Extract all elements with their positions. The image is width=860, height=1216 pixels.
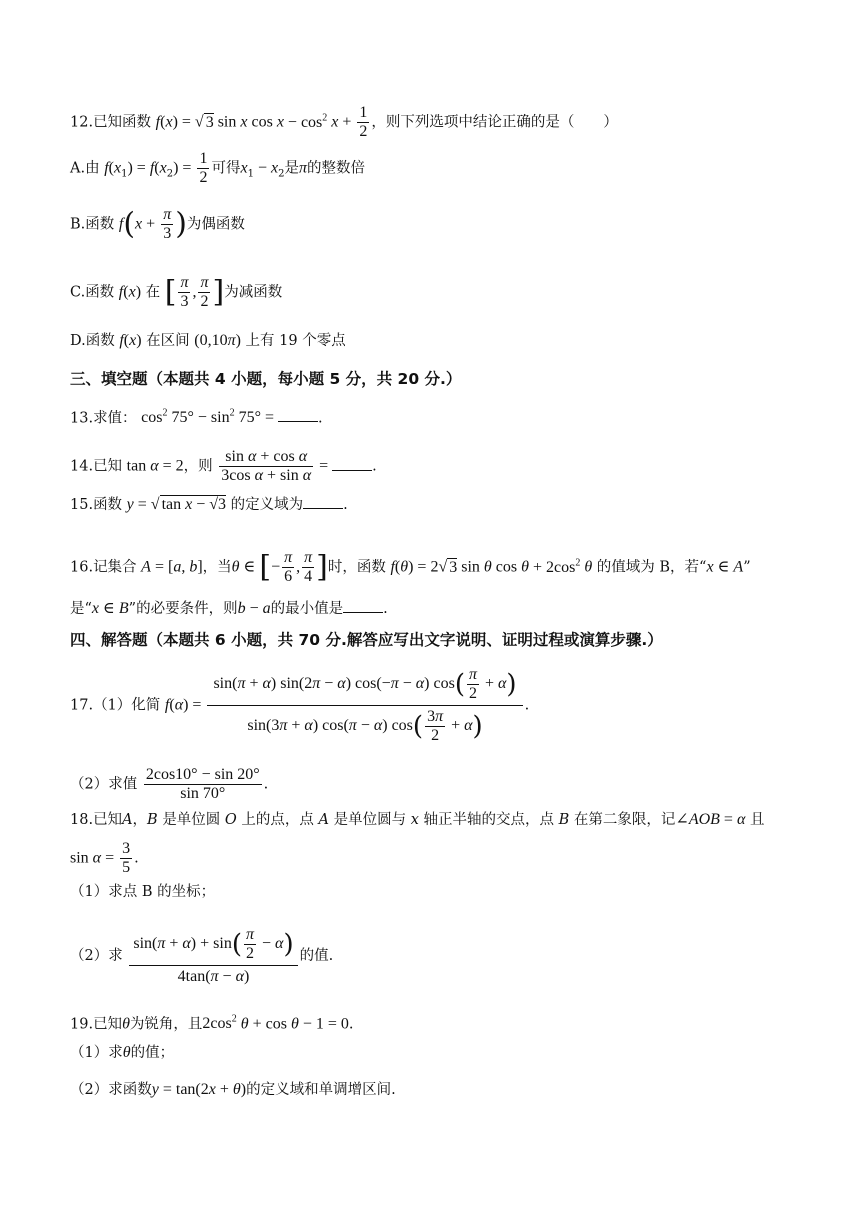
q18-part-2: （2）求 sin(π + α) + sin( $\frac{\pi}{2}$ − α) 4tan(π − α) 的值. [70, 926, 334, 985]
answer-blank [332, 456, 372, 471]
q13: 13.求值： $\cos^2 75^\circ - \sin^2 75^\circ$ = . [70, 408, 323, 427]
section-3-heading: 三、填空题（本题共 4 小题，每小题 5 分，共 20 分.） [70, 370, 462, 388]
q12-question: ，则下列选项中结论正确的是（ ） [371, 114, 618, 131]
q19-part-1: （1）求θ的值； [70, 1044, 175, 1061]
q15: 15.函数 y = √ tan x − √3 的定义域为 . [70, 496, 348, 513]
q14: 14.已知 tan α = 2，则 $\frac{\text{sin α + cos α}}{\text{3cos α + sin α}}$ = . [70, 448, 377, 484]
q12-number: 12. [70, 114, 94, 131]
answer-blank [303, 494, 343, 509]
frac-one-half: $\frac{1}{2}$ [359, 104, 368, 140]
section-4-heading: 四、解答题（本题共 6 小题，共 70 分.解答应写出文字说明、证明过程或演算步骤.） [70, 631, 663, 649]
q18-part-1: （1）求点 B 的坐标； [70, 884, 216, 900]
q19-part-2: （2）求函数y = tan(2x + θ)的定义域和单调增区间. [70, 1081, 396, 1098]
q12-option-a: A.由 $f(x_1) = f(x_2)$ = $\frac{1}{2}$ 可得$x_1 - x_2$是π的整数倍 [70, 150, 365, 186]
answer-blank [278, 407, 318, 422]
q17-part-2: （2）求值 $\frac{2\cos 10^\circ - \sin 20^\circ}{\sin 70^\circ}$ . [70, 766, 269, 802]
q12-stem: 12.已知函数 f(x) = √ 3 sin x $\cos x - \cos^2 x$ + $\frac{1}{2}$ ，则下列选项中结论正确的是（ ） [70, 104, 618, 140]
q19-stem: 19.已知θ为锐角，且$2\cos^2$ θ + cos θ − 1 = 0. [70, 1014, 354, 1033]
q12-text: 已知函数 [93, 114, 152, 131]
q18-sin-alpha: sin α = $\frac{3}{5}$ . [70, 840, 139, 876]
q17-fraction: sin(π + α) sin(2π − α) cos(−π − α) cos( $\frac{\pi}{2}$ + α) sin(3π + α) cos(π − α) cos( $\frac{3\pi}{2}$ + α) [207, 664, 522, 747]
q12-option-c: C.函数 f(x) 在 [ $\frac{\pi}{3}$ , $\frac{\pi}{2}$ ]为减函数 [70, 274, 283, 310]
q16-line-2: 是“x ∈ B”的必要条件，则b − a的最小值是 . [70, 600, 388, 617]
q12-function-formula: f [155, 113, 161, 131]
q18-stem: 18.已知A，B 是单位圆 O 上的点，点 A 是单位圆与 x 轴正半轴的交点，点 B 在第二象限，记∠AOB = α 且 [70, 811, 765, 828]
q12-option-b: B.函数 f(x + $\frac{\pi}{3}$ )为偶函数 [70, 206, 245, 242]
answer-blank [343, 598, 383, 613]
q17-part-1: 17.（1）化简 f(α) = sin(π + α) sin(2π − α) cos(−π − α) cos( $\frac{\pi}{2}$ + α) sin(3π + α) cos(π − α) cos( $\frac{3\pi}{2}$ + α) . [70, 664, 529, 747]
q12-option-d: D.函数 f(x) 在区间 (0,10π) 上有 19 个零点 [70, 332, 346, 349]
q14-fraction: $\frac{\text{sin α + cos α}}{\text{3cos α + sin α}}$ [221, 448, 312, 484]
q16-line-1: 16.记集合 A = [a, b]，当θ ∈ [− $\frac{\pi}{6}$ , $\frac{\pi}{4}$ ]时，函数 f(θ) = 2√ 3 sin θ $\cos \theta + 2\cos^2$ θ 的值域为 B，若“x ∈ A” [70, 549, 751, 585]
